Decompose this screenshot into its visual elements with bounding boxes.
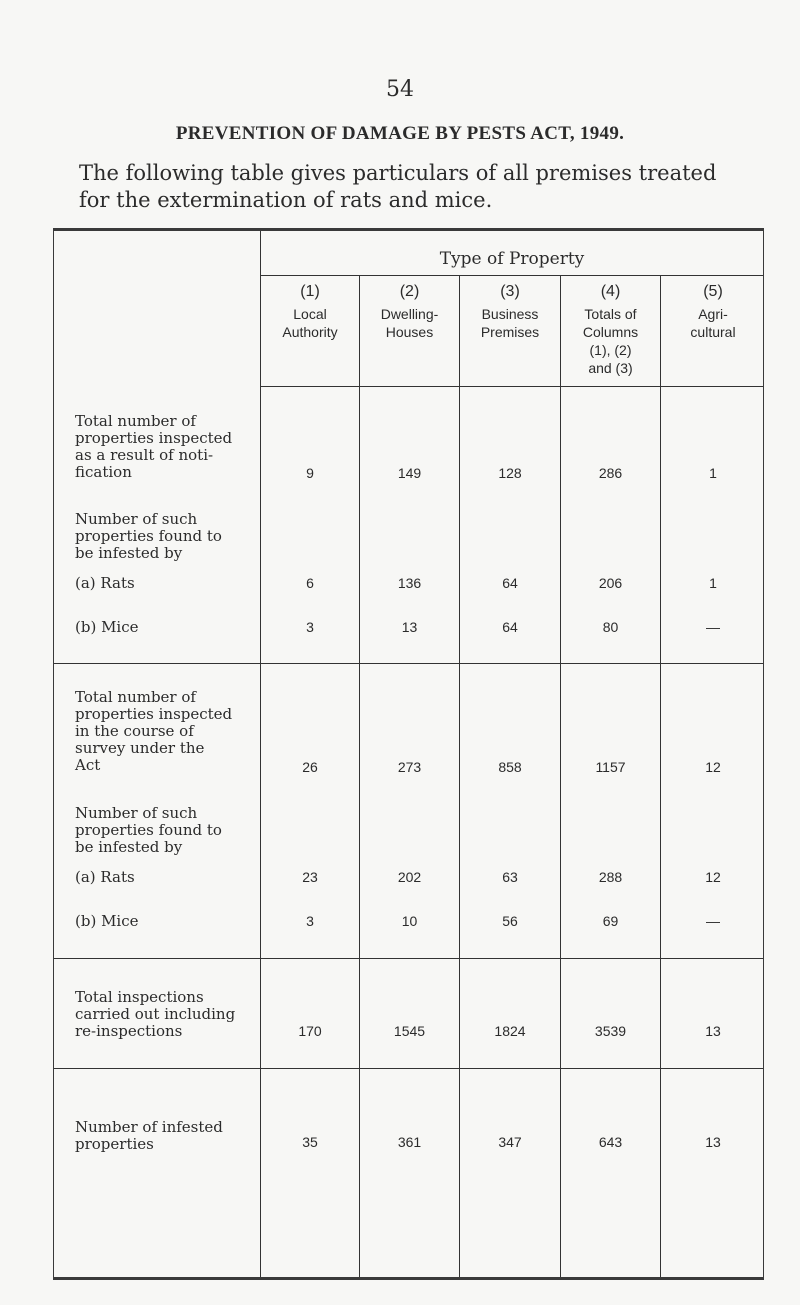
intro-paragraph <box>79 160 769 214</box>
table-cell: 69 <box>602 913 619 929</box>
premises-table <box>53 228 764 1280</box>
table-cell: 6 <box>306 575 314 591</box>
column-divider <box>359 275 360 1277</box>
table-cell: 643 <box>598 1134 623 1150</box>
table-cell: 35 <box>302 1134 318 1150</box>
column-header-totals <box>561 283 660 383</box>
column-label: Business Premises <box>480 306 540 340</box>
column-label: Totals of Columns (1), (2) and (3) <box>582 306 639 376</box>
column-header-dwelling-houses <box>360 283 459 383</box>
table-cell: 23 <box>302 869 318 885</box>
table-cell: 206 <box>598 575 623 591</box>
table-cell: 9 <box>306 465 314 481</box>
table-cell: 273 <box>397 759 422 775</box>
column-divider <box>560 275 561 1277</box>
section-rule <box>54 1068 763 1069</box>
table-cell: 361 <box>397 1134 422 1150</box>
row-label-rats: (a) Rats <box>75 574 135 592</box>
page-title: PREVENTION OF DAMAGE BY PESTS ACT, 1949. <box>175 123 625 144</box>
row-label-survey-inspected: Total number of properties inspected in the course of survey under the Act <box>75 688 233 774</box>
table-cell: 149 <box>397 465 422 481</box>
table-cell: 858 <box>498 759 522 775</box>
table-cell: — <box>706 619 720 635</box>
page-number: 54 <box>386 77 414 102</box>
table-cell: 64 <box>502 575 518 591</box>
row-label-total-inspections: Total inspections carried out including re-inspections <box>75 988 236 1040</box>
column-label: Dwelling- Houses <box>380 306 439 340</box>
table-cell: 12 <box>705 869 721 885</box>
column-header-agricultural <box>661 283 765 383</box>
table-cell: 56 <box>502 913 518 929</box>
table-cell: 1545 <box>393 1023 426 1039</box>
table-cell: 80 <box>602 619 619 635</box>
table-cell: 1 <box>709 465 717 481</box>
intro-line-2: for the extermination of rats and mice. <box>79 188 493 212</box>
column-number: (3) <box>500 283 520 300</box>
column-number: (2) <box>399 283 420 300</box>
table-cell: 347 <box>498 1134 522 1150</box>
table-cell: 3 <box>306 619 314 635</box>
column-number: (1) <box>300 283 320 300</box>
table-cell: 202 <box>397 869 422 885</box>
column-divider <box>660 275 661 1277</box>
table-cell: 170 <box>298 1023 322 1039</box>
section-rule <box>54 663 763 664</box>
table-cell: 286 <box>598 465 623 481</box>
table-cell: 128 <box>498 465 522 481</box>
label-column-divider <box>260 231 261 1277</box>
type-header-rule <box>260 275 763 276</box>
table-cell: 10 <box>401 913 418 929</box>
column-header-business-premises <box>460 283 560 383</box>
column-divider <box>459 275 460 1277</box>
type-of-property-header: Type of Property <box>439 249 585 269</box>
section-rule <box>54 958 763 959</box>
column-label: Local Authority <box>282 306 338 340</box>
row-label-notification-inspected: Total number of properties inspected as a result of noti- fication <box>75 412 233 481</box>
table-cell: 1 <box>709 575 717 591</box>
table-cell: 1824 <box>494 1023 526 1039</box>
row-label-rats: (a) Rats <box>75 868 135 886</box>
table-cell: 288 <box>598 869 623 885</box>
row-label-mice: (b) Mice <box>75 618 139 636</box>
table-cell: 64 <box>502 619 518 635</box>
table-cell: 13 <box>401 619 418 635</box>
column-header-local-authority <box>261 283 359 383</box>
column-number: (5) <box>703 283 723 300</box>
table-cell: 13 <box>705 1134 721 1150</box>
table-cell: 136 <box>397 575 422 591</box>
table-cell: 3 <box>306 913 314 929</box>
table-cell: 63 <box>502 869 518 885</box>
table-cell: — <box>706 913 720 929</box>
column-label: Agri- cultural <box>690 306 736 340</box>
column-header-rule <box>260 386 763 387</box>
intro-line-1: The following table gives particulars of all premises treated <box>79 161 717 185</box>
table-cell: 26 <box>302 759 318 775</box>
row-label-infested-by: Number of such properties found to be infested by <box>75 804 222 856</box>
table-cell: 13 <box>705 1023 721 1039</box>
table-cell: 12 <box>705 759 721 775</box>
row-label-infested-properties: Number of infested properties <box>75 1118 223 1153</box>
row-label-mice: (b) Mice <box>75 912 139 930</box>
row-label-infested-by: Number of such properties found to be infested by <box>75 510 222 562</box>
table-cell: 3539 <box>594 1023 627 1039</box>
table-cell: 1157 <box>595 759 626 775</box>
column-number: (4) <box>600 283 621 300</box>
